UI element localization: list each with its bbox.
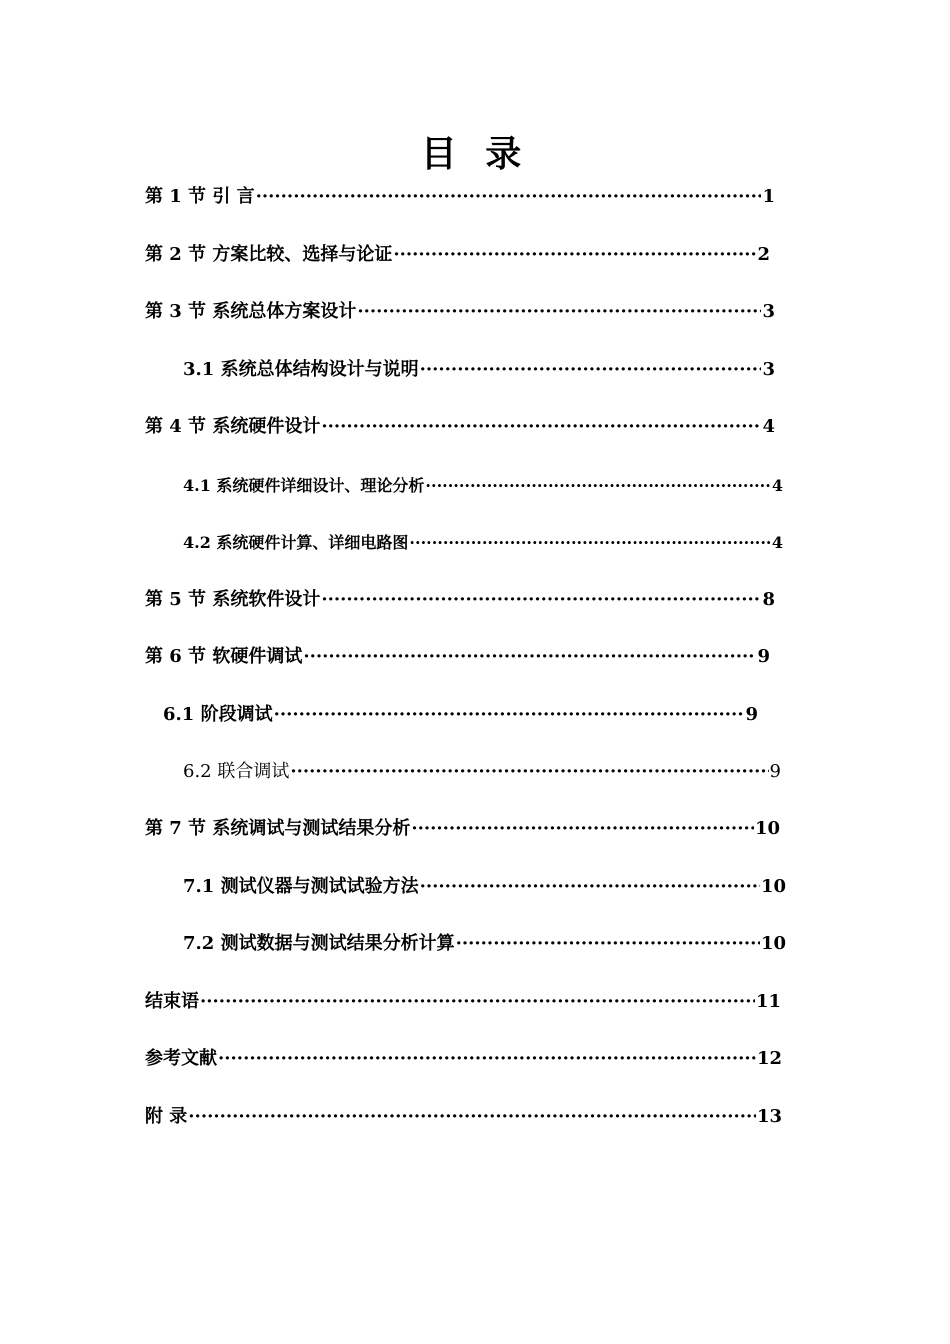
toc-entry-text: 第 5 节 系统软件设计 xyxy=(145,589,321,610)
toc-dot-leader xyxy=(393,242,756,268)
toc-entry-text: 参考文献 xyxy=(145,1048,217,1069)
toc-dot-leader xyxy=(303,644,756,670)
toc-dot-leader xyxy=(274,702,745,728)
toc-entry-text: 附 录 xyxy=(145,1106,188,1127)
toc-entry-section-6[interactable] xyxy=(145,644,770,670)
toc-dot-leader xyxy=(425,473,770,499)
toc-entry-references[interactable] xyxy=(145,1046,782,1072)
toc-dot-leader xyxy=(357,299,761,325)
toc-dot-leader xyxy=(290,759,768,785)
toc-page-number: 10 xyxy=(760,933,786,954)
toc-entry-subsection-7-1[interactable] xyxy=(183,874,786,900)
toc-entry-subsection-3-1[interactable] xyxy=(183,357,775,383)
toc-entry-conclusion[interactable] xyxy=(145,989,781,1015)
toc-dot-leader xyxy=(420,874,760,900)
toc-page-number: 9 xyxy=(757,646,770,667)
toc-page-number: 8 xyxy=(762,589,775,610)
toc-entry-text: 3.1 系统总体结构设计与说明 xyxy=(183,359,419,380)
toc-dot-leader xyxy=(188,1104,756,1130)
toc-page-number: 9 xyxy=(769,761,781,782)
toc-entry-subsection-4-1[interactable] xyxy=(183,473,783,499)
toc-page-number: 3 xyxy=(762,301,775,322)
toc-entry-section-7[interactable] xyxy=(145,816,780,842)
toc-dot-leader xyxy=(321,414,761,440)
toc-entry-subsection-7-2[interactable] xyxy=(183,931,786,957)
toc-entry-appendix[interactable] xyxy=(145,1104,782,1130)
toc-dot-leader xyxy=(411,816,754,842)
toc-entry-text: 第 2 节 方案比较、选择与论证 xyxy=(145,244,393,265)
toc-page-number: 3 xyxy=(762,359,775,380)
toc-entry-text: 6.2 联合调试 xyxy=(183,761,290,782)
toc-entry-text: 结束语 xyxy=(145,991,199,1012)
toc-title: 目 录 xyxy=(420,133,530,175)
toc-dot-leader xyxy=(420,357,762,383)
toc-entry-subsection-4-2[interactable] xyxy=(183,530,783,556)
toc-entry-text: 第 6 节 软硬件调试 xyxy=(145,646,303,667)
toc-entry-text: 第 3 节 系统总体方案设计 xyxy=(145,301,357,322)
toc-dot-leader xyxy=(200,989,755,1015)
toc-page-number: 10 xyxy=(754,818,780,839)
toc-entry-section-3[interactable] xyxy=(145,299,775,325)
toc-entry-section-5[interactable] xyxy=(145,587,775,613)
toc-entry-text: 第 1 节 引 言 xyxy=(145,186,255,207)
toc-entry-text: 第 7 节 系统调试与测试结果分析 xyxy=(145,818,411,839)
toc-entry-subsection-6-1[interactable] xyxy=(163,702,758,728)
toc-dot-leader xyxy=(456,931,760,957)
toc-page-number: 1 xyxy=(762,186,775,207)
toc-entry-section-4[interactable] xyxy=(145,414,775,440)
toc-page-number: 4 xyxy=(762,416,775,437)
toc-dot-leader xyxy=(256,184,762,210)
toc-entry-text: 7.2 测试数据与测试结果分析计算 xyxy=(183,933,455,954)
toc-page-number: 11 xyxy=(755,991,781,1012)
toc-entry-text: 7.1 测试仪器与测试试验方法 xyxy=(183,876,419,897)
toc-entry-text: 6.1 阶段调试 xyxy=(163,704,273,725)
toc-page-number: 9 xyxy=(745,704,758,725)
toc-dot-leader xyxy=(321,587,761,613)
toc-dot-leader xyxy=(218,1046,756,1072)
toc-entry-text: 4.2 系统硬件计算、详细电路图 xyxy=(183,533,409,552)
toc-entry-text: 4.1 系统硬件详细设计、理论分析 xyxy=(183,476,425,495)
toc-page-number: 10 xyxy=(760,876,786,897)
toc-page-number: 4 xyxy=(771,476,783,495)
toc-page-number: 13 xyxy=(756,1106,782,1127)
toc-entry-subsection-6-2[interactable] xyxy=(183,759,781,785)
toc-page-number: 12 xyxy=(756,1048,782,1069)
toc-entry-text: 第 4 节 系统硬件设计 xyxy=(145,416,321,437)
toc-page-number: 2 xyxy=(757,244,770,265)
toc-entry-section-2[interactable] xyxy=(145,242,770,268)
toc-page-number: 4 xyxy=(771,533,783,552)
toc-dot-leader xyxy=(409,530,770,556)
toc-entry-section-1[interactable] xyxy=(145,184,775,210)
